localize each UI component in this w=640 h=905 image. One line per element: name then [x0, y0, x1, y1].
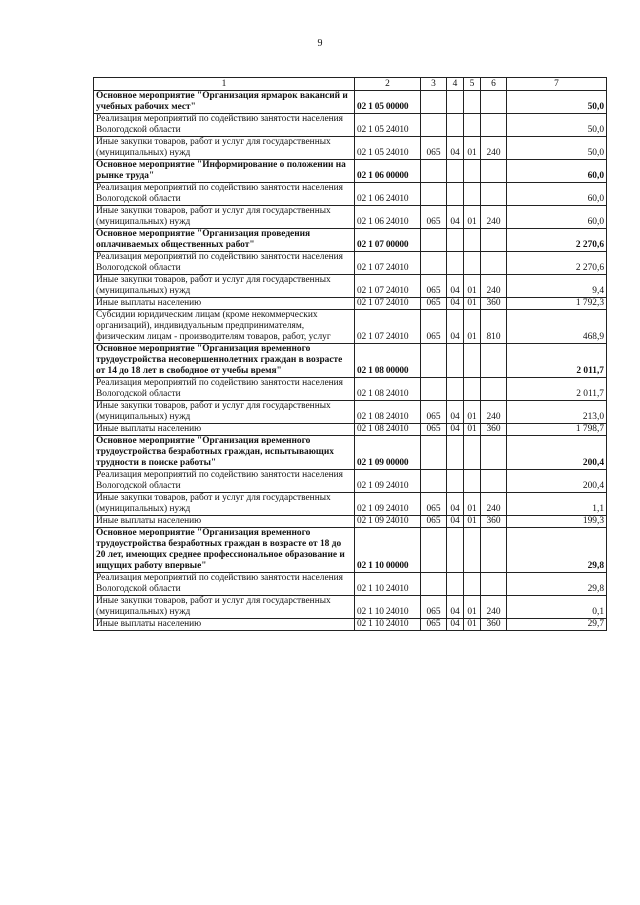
- expense-type-cell: [481, 114, 507, 137]
- item-name-cell: Основное мероприятие "Организация временного трудоустройства безработных граждан в возрасте от 18 до 20 лет, имеющих среднее профессиональное образование и ищущих работу впервые": [94, 528, 355, 573]
- amount-cell: 50,0: [507, 91, 607, 114]
- table-row: [94, 252, 607, 275]
- department-code-cell: 065: [421, 310, 447, 344]
- table-row-main-activity: [94, 229, 607, 252]
- subsection-code-cell: 01: [464, 401, 481, 424]
- item-name-cell: Основное мероприятие "Организация временного трудоустройства несовершеннолетних граждан в возрасте от 14 до 18 лет в свободное от учебы время": [94, 344, 355, 378]
- subsection-code-cell: [464, 573, 481, 596]
- table-row: [94, 573, 607, 596]
- item-code-cell: 02 1 10 24010: [355, 596, 421, 619]
- table-row: [94, 310, 607, 344]
- amount-cell: 50,0: [507, 114, 607, 137]
- section-code-cell: 04: [447, 619, 464, 631]
- item-name-cell: Иные закупки товаров, работ и услуг для государственных (муниципальных) нужд: [94, 493, 355, 516]
- expense-type-cell: [481, 528, 507, 573]
- header-cell-2: 2: [355, 78, 421, 91]
- expense-type-cell: [481, 378, 507, 401]
- amount-cell: 29,8: [507, 573, 607, 596]
- section-code-cell: 04: [447, 424, 464, 436]
- header-cell-1: 1: [94, 78, 355, 91]
- item-name-cell: Основное мероприятие "Организация ярмарок вакансий и учебных рабочих мест": [94, 91, 355, 114]
- expense-type-cell: 240: [481, 206, 507, 229]
- table-row: [94, 114, 607, 137]
- department-code-cell: [421, 183, 447, 206]
- expense-type-cell: [481, 436, 507, 470]
- department-code-cell: [421, 252, 447, 275]
- amount-cell: 213,0: [507, 401, 607, 424]
- table-row: [94, 596, 607, 619]
- subsection-code-cell: [464, 252, 481, 275]
- subsection-code-cell: 01: [464, 424, 481, 436]
- department-code-cell: [421, 378, 447, 401]
- amount-cell: 60,0: [507, 206, 607, 229]
- section-code-cell: 04: [447, 401, 464, 424]
- department-code-cell: [421, 470, 447, 493]
- amount-cell: 9,4: [507, 275, 607, 298]
- item-name-cell: Реализация мероприятий по содействию занятости населения Вологодской области: [94, 183, 355, 206]
- item-name-cell: Реализация мероприятий по содействию занятости населения Вологодской области: [94, 252, 355, 275]
- table-row: [94, 298, 607, 310]
- expense-type-cell: [481, 252, 507, 275]
- subsection-code-cell: [464, 436, 481, 470]
- amount-cell: 2 011,7: [507, 344, 607, 378]
- item-code-cell: 02 1 05 00000: [355, 91, 421, 114]
- item-code-cell: 02 1 07 24010: [355, 298, 421, 310]
- item-name-cell: Иные закупки товаров, работ и услуг для государственных (муниципальных) нужд: [94, 401, 355, 424]
- table-row: [94, 493, 607, 516]
- item-name-cell: Реализация мероприятий по содействию занятости населения Вологодской области: [94, 573, 355, 596]
- section-code-cell: 04: [447, 137, 464, 160]
- header-cell-6: 6: [481, 78, 507, 91]
- section-code-cell: 04: [447, 596, 464, 619]
- table-row-main-activity: [94, 528, 607, 573]
- item-code-cell: 02 1 10 24010: [355, 573, 421, 596]
- item-name-cell: Иные выплаты населению: [94, 424, 355, 436]
- subsection-code-cell: [464, 160, 481, 183]
- department-code-cell: [421, 160, 447, 183]
- department-code-cell: 065: [421, 206, 447, 229]
- department-code-cell: [421, 528, 447, 573]
- header-cell-3: 3: [421, 78, 447, 91]
- department-code-cell: 065: [421, 619, 447, 631]
- item-code-cell: 02 1 09 24010: [355, 493, 421, 516]
- item-name-cell: Иные выплаты населению: [94, 516, 355, 528]
- department-code-cell: 065: [421, 401, 447, 424]
- department-code-cell: 065: [421, 493, 447, 516]
- amount-cell: 60,0: [507, 183, 607, 206]
- section-code-cell: [447, 183, 464, 206]
- item-code-cell: 02 1 06 24010: [355, 183, 421, 206]
- item-name-cell: Иные закупки товаров, работ и услуг для государственных (муниципальных) нужд: [94, 275, 355, 298]
- section-code-cell: 04: [447, 298, 464, 310]
- item-name-cell: Иные выплаты населению: [94, 619, 355, 631]
- table-row: [94, 275, 607, 298]
- amount-cell: 200,4: [507, 470, 607, 493]
- item-code-cell: 02 1 08 00000: [355, 344, 421, 378]
- budget-table: [93, 77, 607, 631]
- item-code-cell: 02 1 08 24010: [355, 378, 421, 401]
- section-code-cell: 04: [447, 493, 464, 516]
- subsection-code-cell: 01: [464, 619, 481, 631]
- item-code-cell: 02 1 06 00000: [355, 160, 421, 183]
- amount-cell: 60,0: [507, 160, 607, 183]
- department-code-cell: 065: [421, 137, 447, 160]
- item-code-cell: 02 1 10 00000: [355, 528, 421, 573]
- section-code-cell: [447, 114, 464, 137]
- expense-type-cell: [481, 91, 507, 114]
- section-code-cell: 04: [447, 310, 464, 344]
- amount-cell: 468,9: [507, 310, 607, 344]
- expense-type-cell: 240: [481, 596, 507, 619]
- expense-type-cell: 240: [481, 137, 507, 160]
- header-cell-7: 7: [507, 78, 607, 91]
- table-row: [94, 424, 607, 436]
- section-code-cell: [447, 573, 464, 596]
- subsection-code-cell: [464, 183, 481, 206]
- department-code-cell: 065: [421, 424, 447, 436]
- department-code-cell: [421, 436, 447, 470]
- subsection-code-cell: 01: [464, 493, 481, 516]
- department-code-cell: [421, 114, 447, 137]
- item-code-cell: 02 1 07 24010: [355, 252, 421, 275]
- section-code-cell: [447, 436, 464, 470]
- item-code-cell: 02 1 09 00000: [355, 436, 421, 470]
- amount-cell: 50,0: [507, 137, 607, 160]
- table-row: [94, 401, 607, 424]
- item-name-cell: Реализация мероприятий по содействию занятости населения Вологодской области: [94, 378, 355, 401]
- department-code-cell: [421, 573, 447, 596]
- section-code-cell: [447, 470, 464, 493]
- item-name-cell: Иные закупки товаров, работ и услуг для государственных (муниципальных) нужд: [94, 206, 355, 229]
- subsection-code-cell: 01: [464, 206, 481, 229]
- section-code-cell: 04: [447, 516, 464, 528]
- expense-type-cell: [481, 344, 507, 378]
- section-code-cell: 04: [447, 206, 464, 229]
- table-row: [94, 206, 607, 229]
- section-code-cell: [447, 160, 464, 183]
- amount-cell: 1 798,7: [507, 424, 607, 436]
- expense-type-cell: [481, 470, 507, 493]
- section-code-cell: [447, 378, 464, 401]
- item-name-cell: Субсидии юридическим лицам (кроме некоммерческих организаций), индивидуальным предпринимателям, физическим лицам - производителям товаров, работ, услуг: [94, 310, 355, 344]
- department-code-cell: [421, 344, 447, 378]
- table-row: [94, 378, 607, 401]
- subsection-code-cell: [464, 91, 481, 114]
- table-row-main-activity: [94, 91, 607, 114]
- expense-type-cell: [481, 573, 507, 596]
- header-cell-4: 4: [447, 78, 464, 91]
- expense-type-cell: [481, 160, 507, 183]
- table-row: [94, 619, 607, 631]
- item-name-cell: Основное мероприятие "Организация временного трудоустройства безработных граждан, испытывающих трудности в поиске работы": [94, 436, 355, 470]
- amount-cell: 1 792,3: [507, 298, 607, 310]
- expense-type-cell: 240: [481, 493, 507, 516]
- department-code-cell: [421, 91, 447, 114]
- department-code-cell: 065: [421, 516, 447, 528]
- item-code-cell: 02 1 10 24010: [355, 619, 421, 631]
- item-code-cell: 02 1 08 24010: [355, 401, 421, 424]
- item-code-cell: 02 1 09 24010: [355, 516, 421, 528]
- expense-type-cell: [481, 183, 507, 206]
- subsection-code-cell: 01: [464, 137, 481, 160]
- department-code-cell: 065: [421, 275, 447, 298]
- item-code-cell: 02 1 06 24010: [355, 206, 421, 229]
- table-row: [94, 183, 607, 206]
- subsection-code-cell: 01: [464, 275, 481, 298]
- table-row-main-activity: [94, 344, 607, 378]
- table-row: [94, 137, 607, 160]
- subsection-code-cell: [464, 528, 481, 573]
- subsection-code-cell: [464, 229, 481, 252]
- item-code-cell: 02 1 08 24010: [355, 424, 421, 436]
- item-name-cell: Иные закупки товаров, работ и услуг для государственных (муниципальных) нужд: [94, 137, 355, 160]
- department-code-cell: 065: [421, 298, 447, 310]
- amount-cell: 29,7: [507, 619, 607, 631]
- section-code-cell: 04: [447, 275, 464, 298]
- amount-cell: 2 011,7: [507, 378, 607, 401]
- amount-cell: 1,1: [507, 493, 607, 516]
- amount-cell: 200,4: [507, 436, 607, 470]
- subsection-code-cell: [464, 378, 481, 401]
- item-code-cell: 02 1 07 00000: [355, 229, 421, 252]
- item-name-cell: Основное мероприятие "Информирование о положении на рынке труда": [94, 160, 355, 183]
- expense-type-cell: 360: [481, 516, 507, 528]
- subsection-code-cell: 01: [464, 298, 481, 310]
- item-name-cell: Иные выплаты населению: [94, 298, 355, 310]
- section-code-cell: [447, 229, 464, 252]
- table-row-main-activity: [94, 436, 607, 470]
- item-code-cell: 02 1 07 24010: [355, 310, 421, 344]
- item-code-cell: 02 1 07 24010: [355, 275, 421, 298]
- table-row: [94, 470, 607, 493]
- department-code-cell: [421, 229, 447, 252]
- section-code-cell: [447, 344, 464, 378]
- table-body: [94, 78, 607, 631]
- expense-type-cell: 360: [481, 619, 507, 631]
- amount-cell: 29,8: [507, 528, 607, 573]
- expense-type-cell: 360: [481, 298, 507, 310]
- expense-type-cell: 240: [481, 401, 507, 424]
- item-name-cell: Иные закупки товаров, работ и услуг для государственных (муниципальных) нужд: [94, 596, 355, 619]
- department-code-cell: 065: [421, 596, 447, 619]
- table-row-main-activity: [94, 160, 607, 183]
- expense-type-cell: 360: [481, 424, 507, 436]
- amount-cell: 0,1: [507, 596, 607, 619]
- item-code-cell: 02 1 09 24010: [355, 470, 421, 493]
- expense-type-cell: 810: [481, 310, 507, 344]
- item-code-cell: 02 1 05 24010: [355, 114, 421, 137]
- item-code-cell: 02 1 05 24010: [355, 137, 421, 160]
- expense-type-cell: 240: [481, 275, 507, 298]
- expense-type-cell: [481, 229, 507, 252]
- header-row: [94, 78, 607, 91]
- subsection-code-cell: 01: [464, 596, 481, 619]
- subsection-code-cell: 01: [464, 310, 481, 344]
- amount-cell: 199,3: [507, 516, 607, 528]
- amount-cell: 2 270,6: [507, 252, 607, 275]
- amount-cell: 2 270,6: [507, 229, 607, 252]
- page-number: 9: [317, 38, 323, 49]
- item-name-cell: Реализация мероприятий по содействию занятости населения Вологодской области: [94, 114, 355, 137]
- subsection-code-cell: [464, 470, 481, 493]
- section-code-cell: [447, 528, 464, 573]
- item-name-cell: Реализация мероприятий по содействию занятости населения Вологодской области: [94, 470, 355, 493]
- item-name-cell: Основное мероприятие "Организация проведения оплачиваемых общественных работ": [94, 229, 355, 252]
- subsection-code-cell: [464, 344, 481, 378]
- header-cell-5: 5: [464, 78, 481, 91]
- table-row: [94, 516, 607, 528]
- section-code-cell: [447, 91, 464, 114]
- subsection-code-cell: 01: [464, 516, 481, 528]
- section-code-cell: [447, 252, 464, 275]
- subsection-code-cell: [464, 114, 481, 137]
